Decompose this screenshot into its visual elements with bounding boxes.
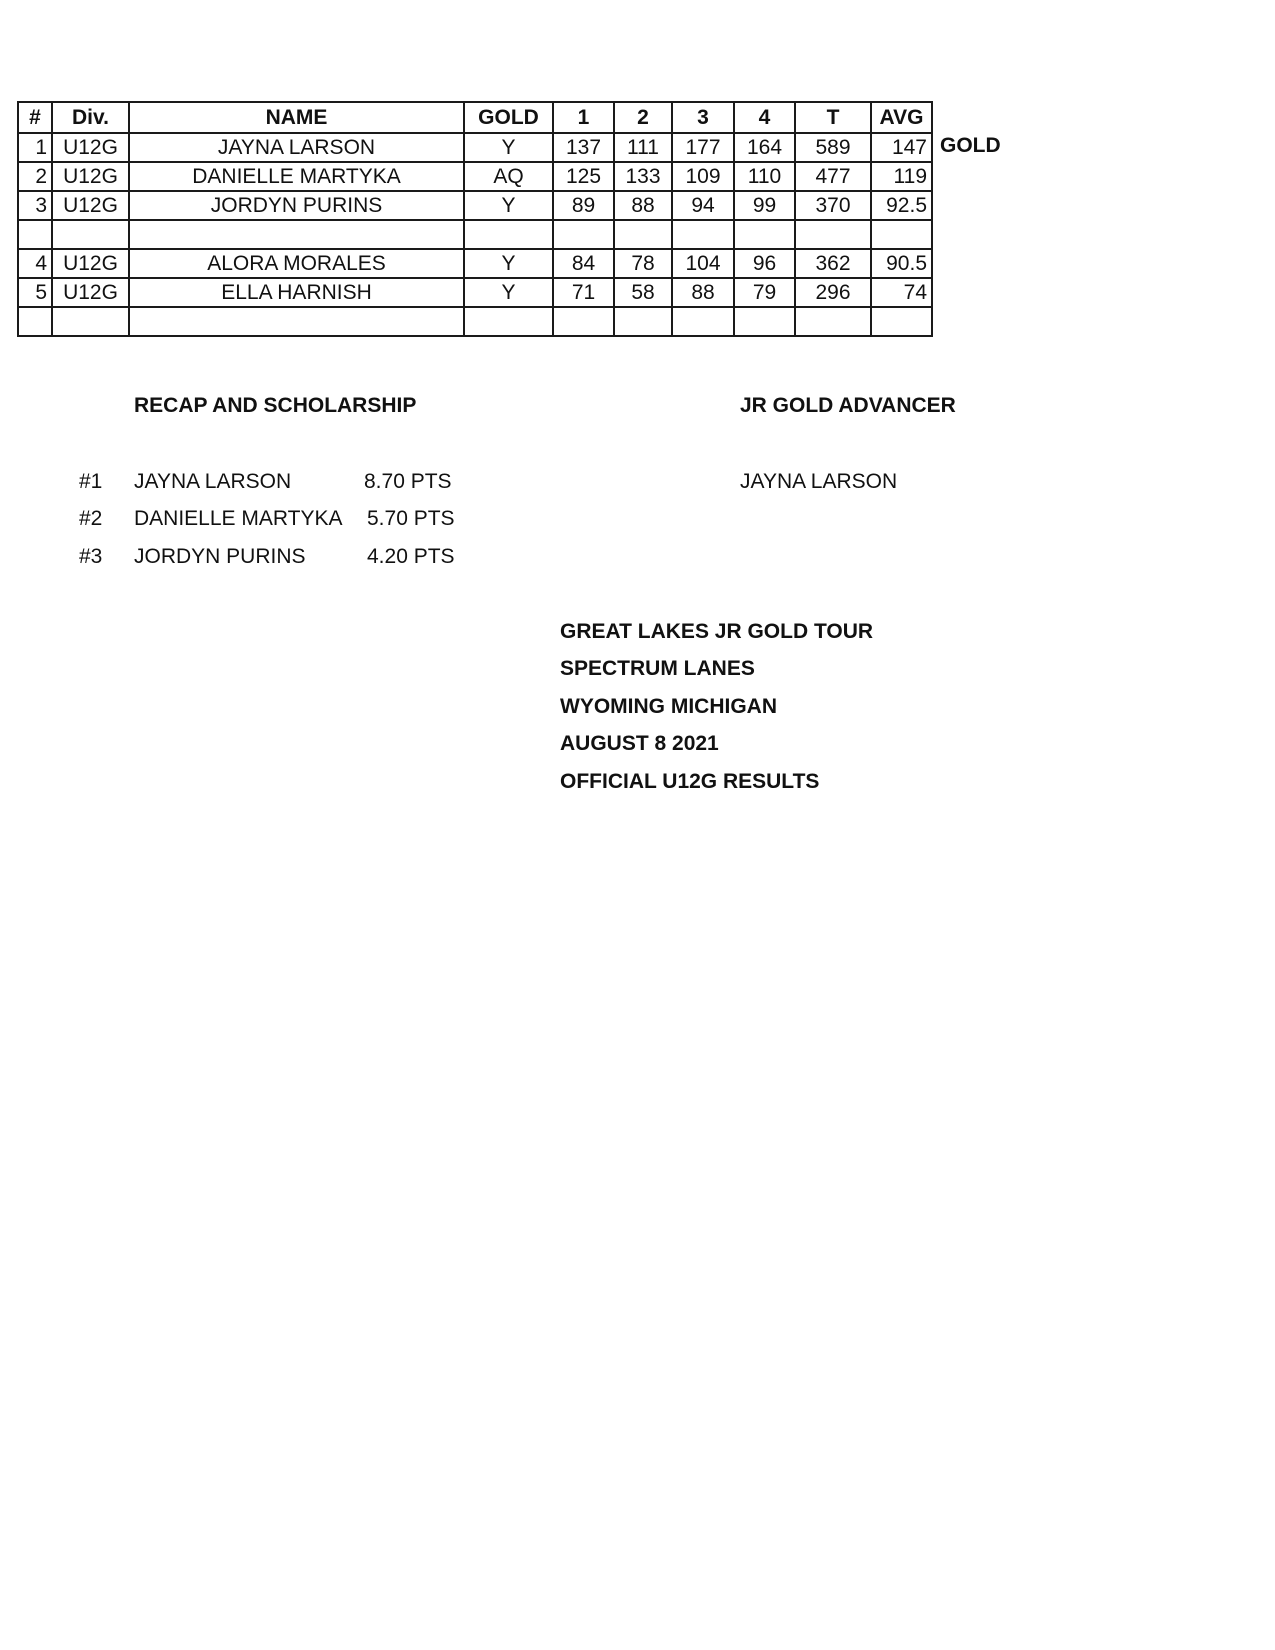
cell-total: 477 <box>795 162 871 191</box>
cell-name: DANIELLE MARTYKA <box>129 162 464 191</box>
recap-rank: #1 <box>79 470 103 493</box>
results-title: OFFICIAL U12G RESULTS <box>560 770 820 793</box>
header-total: T <box>795 102 871 133</box>
recap-heading: RECAP AND SCHOLARSHIP <box>134 394 417 417</box>
table-row <box>18 133 932 162</box>
advancer-name: JAYNA LARSON <box>740 470 898 493</box>
recap-entry <box>0 507 600 533</box>
cell-game-3: 109 <box>672 162 734 191</box>
cell-empty <box>614 307 672 336</box>
header-rank: # <box>18 102 52 133</box>
cell-gold: Y <box>464 249 553 278</box>
header-game-3: 3 <box>672 102 734 133</box>
header-game-1: 1 <box>553 102 614 133</box>
cell-empty <box>464 307 553 336</box>
cell-empty <box>795 220 871 249</box>
cell-division: U12G <box>52 191 129 220</box>
cell-game-2: 88 <box>614 191 672 220</box>
cell-empty <box>129 307 464 336</box>
recap-entry <box>0 545 600 571</box>
cell-rank: 4 <box>18 249 52 278</box>
cell-division: U12G <box>52 278 129 307</box>
tour-name: GREAT LAKES JR GOLD TOUR <box>560 620 874 643</box>
table-row <box>18 191 932 220</box>
cell-gold: Y <box>464 133 553 162</box>
cell-game-3: 88 <box>672 278 734 307</box>
results-table <box>17 101 933 337</box>
cell-name: JAYNA LARSON <box>129 133 464 162</box>
table-row <box>18 162 932 191</box>
cell-average: 74 <box>871 278 932 307</box>
cell-game-2: 133 <box>614 162 672 191</box>
advancer-heading: JR GOLD ADVANCER <box>740 394 956 417</box>
recap-name: DANIELLE MARTYKA <box>134 507 343 530</box>
cell-game-1: 125 <box>553 162 614 191</box>
cell-gold: Y <box>464 278 553 307</box>
recap-entry <box>0 470 600 496</box>
cell-game-4: 110 <box>734 162 795 191</box>
cell-game-4: 99 <box>734 191 795 220</box>
cell-rank: 1 <box>18 133 52 162</box>
cell-name: ELLA HARNISH <box>129 278 464 307</box>
cell-empty <box>553 220 614 249</box>
header-name: NAME <box>129 102 464 133</box>
cell-total: 362 <box>795 249 871 278</box>
cell-empty <box>129 220 464 249</box>
cell-empty <box>52 307 129 336</box>
cell-rank: 5 <box>18 278 52 307</box>
cell-game-3: 104 <box>672 249 734 278</box>
cell-empty <box>52 220 129 249</box>
table-row <box>18 249 932 278</box>
recap-name: JORDYN PURINS <box>134 545 306 568</box>
cell-average: 147 <box>871 133 932 162</box>
cell-empty <box>672 220 734 249</box>
header-average: AVG <box>871 102 932 133</box>
table-header-row <box>18 102 932 133</box>
recap-rank: #3 <box>79 545 103 568</box>
cell-game-1: 137 <box>553 133 614 162</box>
cell-game-2: 78 <box>614 249 672 278</box>
recap-points: 8.70 PTS <box>364 470 452 493</box>
cell-game-3: 177 <box>672 133 734 162</box>
cell-total: 589 <box>795 133 871 162</box>
recap-rank: #2 <box>79 507 103 530</box>
cell-empty <box>871 307 932 336</box>
cell-empty <box>734 307 795 336</box>
header-division: Div. <box>52 102 129 133</box>
cell-empty <box>18 220 52 249</box>
cell-average: 119 <box>871 162 932 191</box>
cell-average: 90.5 <box>871 249 932 278</box>
cell-empty <box>553 307 614 336</box>
header-gold: GOLD <box>464 102 553 133</box>
table-row <box>18 278 932 307</box>
cell-gold: AQ <box>464 162 553 191</box>
cell-empty <box>614 220 672 249</box>
recap-points: 5.70 PTS <box>367 507 455 530</box>
cell-game-2: 58 <box>614 278 672 307</box>
cell-rank: 3 <box>18 191 52 220</box>
cell-game-4: 79 <box>734 278 795 307</box>
table-row-blank <box>18 307 932 336</box>
cell-gold: Y <box>464 191 553 220</box>
cell-name: ALORA MORALES <box>129 249 464 278</box>
cell-division: U12G <box>52 133 129 162</box>
cell-total: 296 <box>795 278 871 307</box>
cell-division: U12G <box>52 249 129 278</box>
table-row-blank <box>18 220 932 249</box>
cell-empty <box>871 220 932 249</box>
venue-location: WYOMING MICHIGAN <box>560 695 777 718</box>
cell-total: 370 <box>795 191 871 220</box>
cell-name: JORDYN PURINS <box>129 191 464 220</box>
cell-average: 92.5 <box>871 191 932 220</box>
cell-rank: 2 <box>18 162 52 191</box>
cell-game-3: 94 <box>672 191 734 220</box>
cell-empty <box>795 307 871 336</box>
header-game-2: 2 <box>614 102 672 133</box>
cell-empty <box>18 307 52 336</box>
cell-game-4: 164 <box>734 133 795 162</box>
event-date: AUGUST 8 2021 <box>560 732 719 755</box>
cell-division: U12G <box>52 162 129 191</box>
cell-game-1: 71 <box>553 278 614 307</box>
recap-points: 4.20 PTS <box>367 545 455 568</box>
cell-empty <box>464 220 553 249</box>
header-game-4: 4 <box>734 102 795 133</box>
recap-name: JAYNA LARSON <box>134 470 292 493</box>
cell-game-4: 96 <box>734 249 795 278</box>
cell-game-2: 111 <box>614 133 672 162</box>
venue-name: SPECTRUM LANES <box>560 657 755 680</box>
cell-game-1: 89 <box>553 191 614 220</box>
gold-qualifier-note: GOLD <box>940 134 1001 157</box>
cell-game-1: 84 <box>553 249 614 278</box>
cell-empty <box>672 307 734 336</box>
cell-empty <box>734 220 795 249</box>
